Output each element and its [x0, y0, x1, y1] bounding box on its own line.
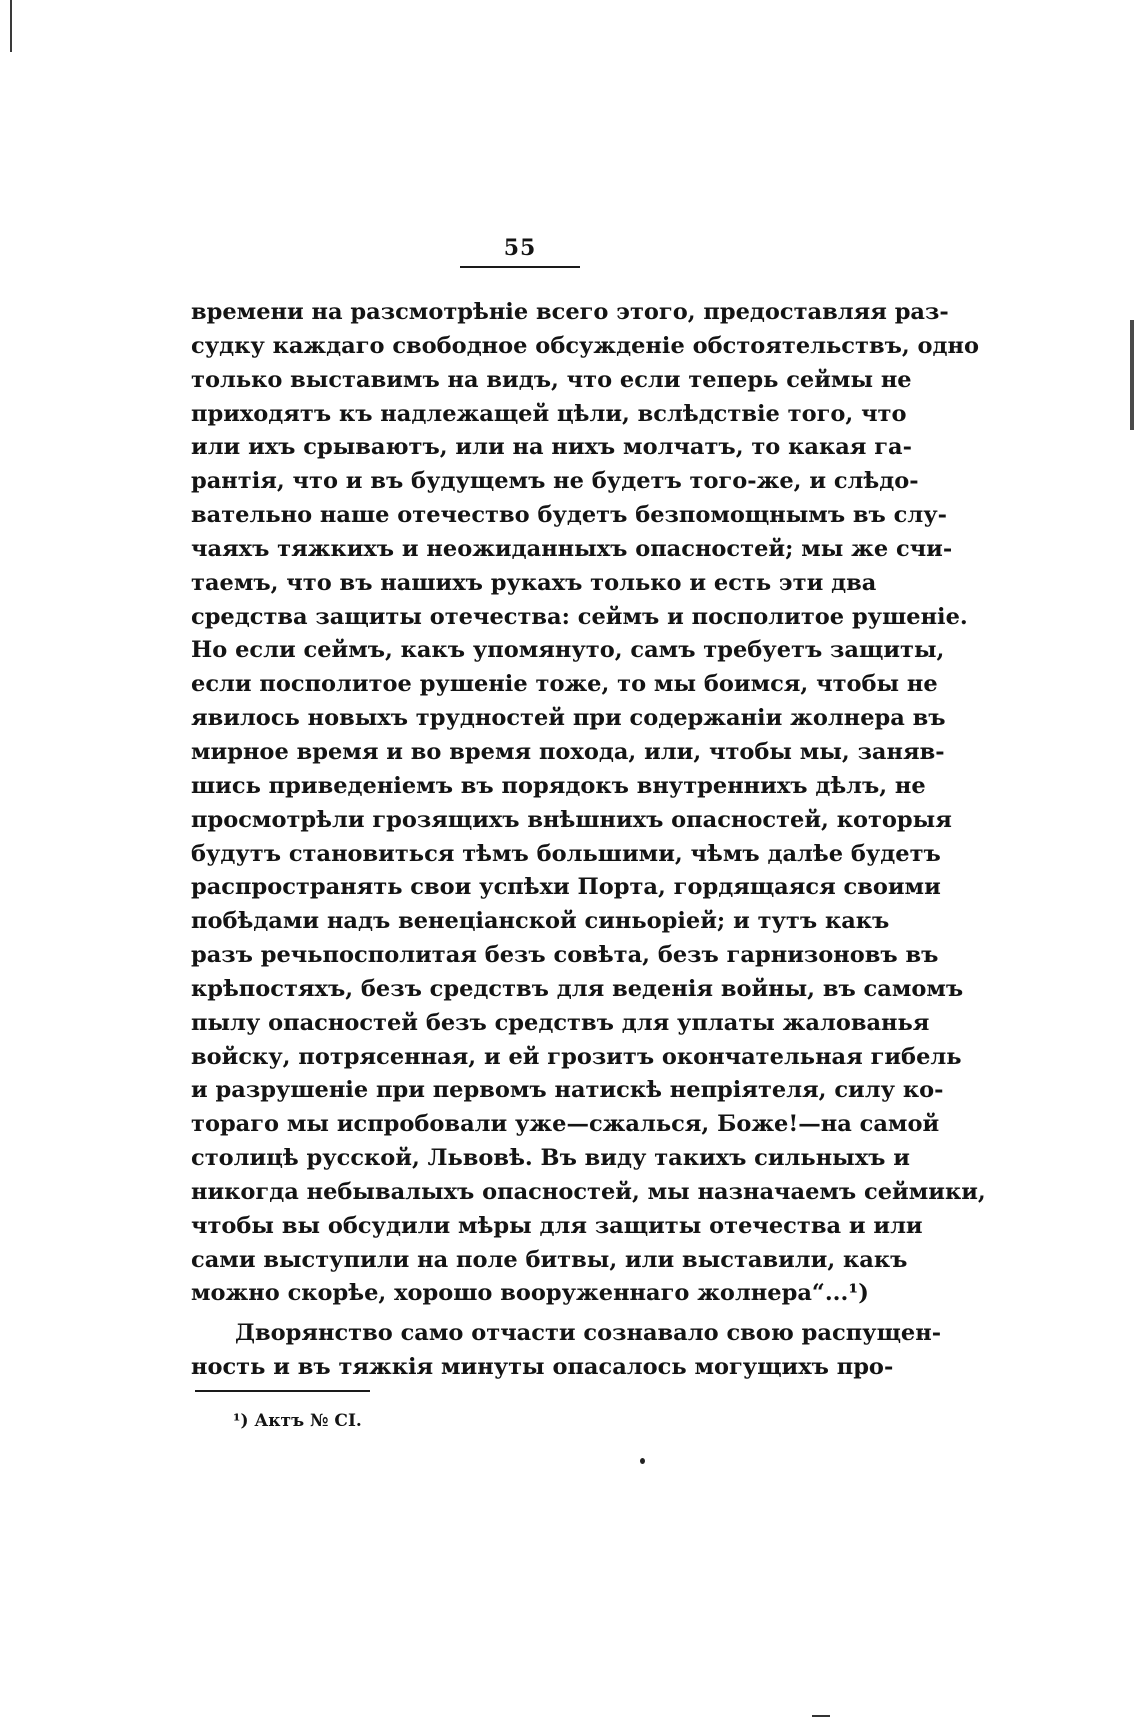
body-text	[191, 296, 986, 1385]
text-line: и разрушеніе при первомъ натискѣ непріятеля, силу ко-	[191, 1077, 944, 1104]
text-line: шись приведеніемъ въ порядокъ внутреннихъ дѣлъ, не	[191, 772, 926, 799]
footnote: ¹) Актъ № CI.	[233, 1411, 362, 1431]
text-line: таемъ, что въ нашихъ рукахъ только и есть эти два	[191, 569, 877, 596]
paragraph-1	[191, 296, 986, 1311]
text-line: явилось новыхъ трудностей при содержаніи жолнера въ	[191, 705, 946, 732]
header-rule	[460, 266, 580, 268]
text-line: приходятъ къ надлежащей цѣли, вслѣдствіе того, что	[191, 400, 907, 427]
text-line: войску, потрясенная, и ей грозитъ окончательная гибель	[191, 1043, 962, 1070]
text-line: ность и въ тяжкія минуты опасалось могущихъ про-	[191, 1354, 894, 1381]
text-line: разъ речьпосполитая безъ совѣта, безъ гарнизоновъ въ	[191, 942, 939, 969]
paragraph-2	[191, 1317, 942, 1385]
bottom-mark	[812, 1715, 830, 1717]
text-line: Но если сеймъ, какъ упомянуто, самъ требуетъ защиты,	[191, 637, 945, 664]
text-line: тораго мы испробовали уже—сжалься, Боже!—на самой	[191, 1111, 940, 1138]
text-line: рантія, что и въ будущемъ не будетъ того-же, и слѣдо-	[191, 468, 919, 495]
text-line: никогда небывалыхъ опасностей, мы назначаемъ сеймики,	[191, 1178, 986, 1205]
text-line: если посполитое рушеніе тоже, то мы боимся, чтобы не	[191, 671, 938, 698]
text-line: средства защиты отечества: сеймъ и посполитое рушеніе.	[191, 603, 968, 630]
ink-speck	[640, 1458, 645, 1464]
text-line: столицѣ русской, Львовѣ. Въ виду такихъ сильныхъ и	[191, 1145, 910, 1172]
text-line: чаяхъ тяжкихъ и неожиданныхъ опасностей; мы же счи-	[191, 535, 953, 562]
text-line: или ихъ срываютъ, или на нихъ молчатъ, то какая га-	[191, 434, 912, 461]
text-line: мирное время и во время похода, или, чтобы мы, заняв-	[191, 738, 945, 765]
text-line: чтобы вы обсудили мѣры для защиты отечества и или	[191, 1212, 923, 1239]
text-line: времени на разсмотрѣніе всего этого, предоставляя раз-	[191, 299, 949, 325]
text-line: пылу опасностей безъ средствъ для уплаты жалованья	[191, 1009, 930, 1036]
page-header	[460, 234, 580, 268]
text-line: распространять свои успѣхи Порта, гордящаяся своими	[191, 874, 941, 901]
text-line: судку каждаго свободное обсужденіе обстоятельствъ, одно	[191, 332, 979, 359]
page-number: 55	[503, 235, 537, 261]
text-line: просмотрѣли грозящихъ внѣшнихъ опасностей, которыя	[191, 806, 952, 833]
scan-edge-right	[1130, 320, 1134, 430]
text-line: можно скорѣе, хорошо вооруженнаго жолнера“...¹)	[191, 1280, 869, 1307]
footnote-rule	[195, 1390, 370, 1392]
scan-edge-left	[10, 0, 12, 52]
text-line: только выставимъ на видъ, что если теперь сеймы не	[191, 366, 912, 393]
text-line: Дворянство само отчасти сознавало свою распущен-	[235, 1320, 942, 1347]
text-line: сами выступили на поле битвы, или выставили, какъ	[191, 1246, 908, 1273]
text-line: крѣпостяхъ, безъ средствъ для веденія войны, въ самомъ	[191, 975, 964, 1002]
text-line: побѣдами надъ венеціанской синьоріей; и тутъ какъ	[191, 908, 890, 935]
text-line: будутъ становиться тѣмъ большими, чѣмъ далѣе будетъ	[191, 840, 941, 867]
text-line: вательно наше отечество будетъ безпомощнымъ въ слу-	[191, 502, 947, 529]
